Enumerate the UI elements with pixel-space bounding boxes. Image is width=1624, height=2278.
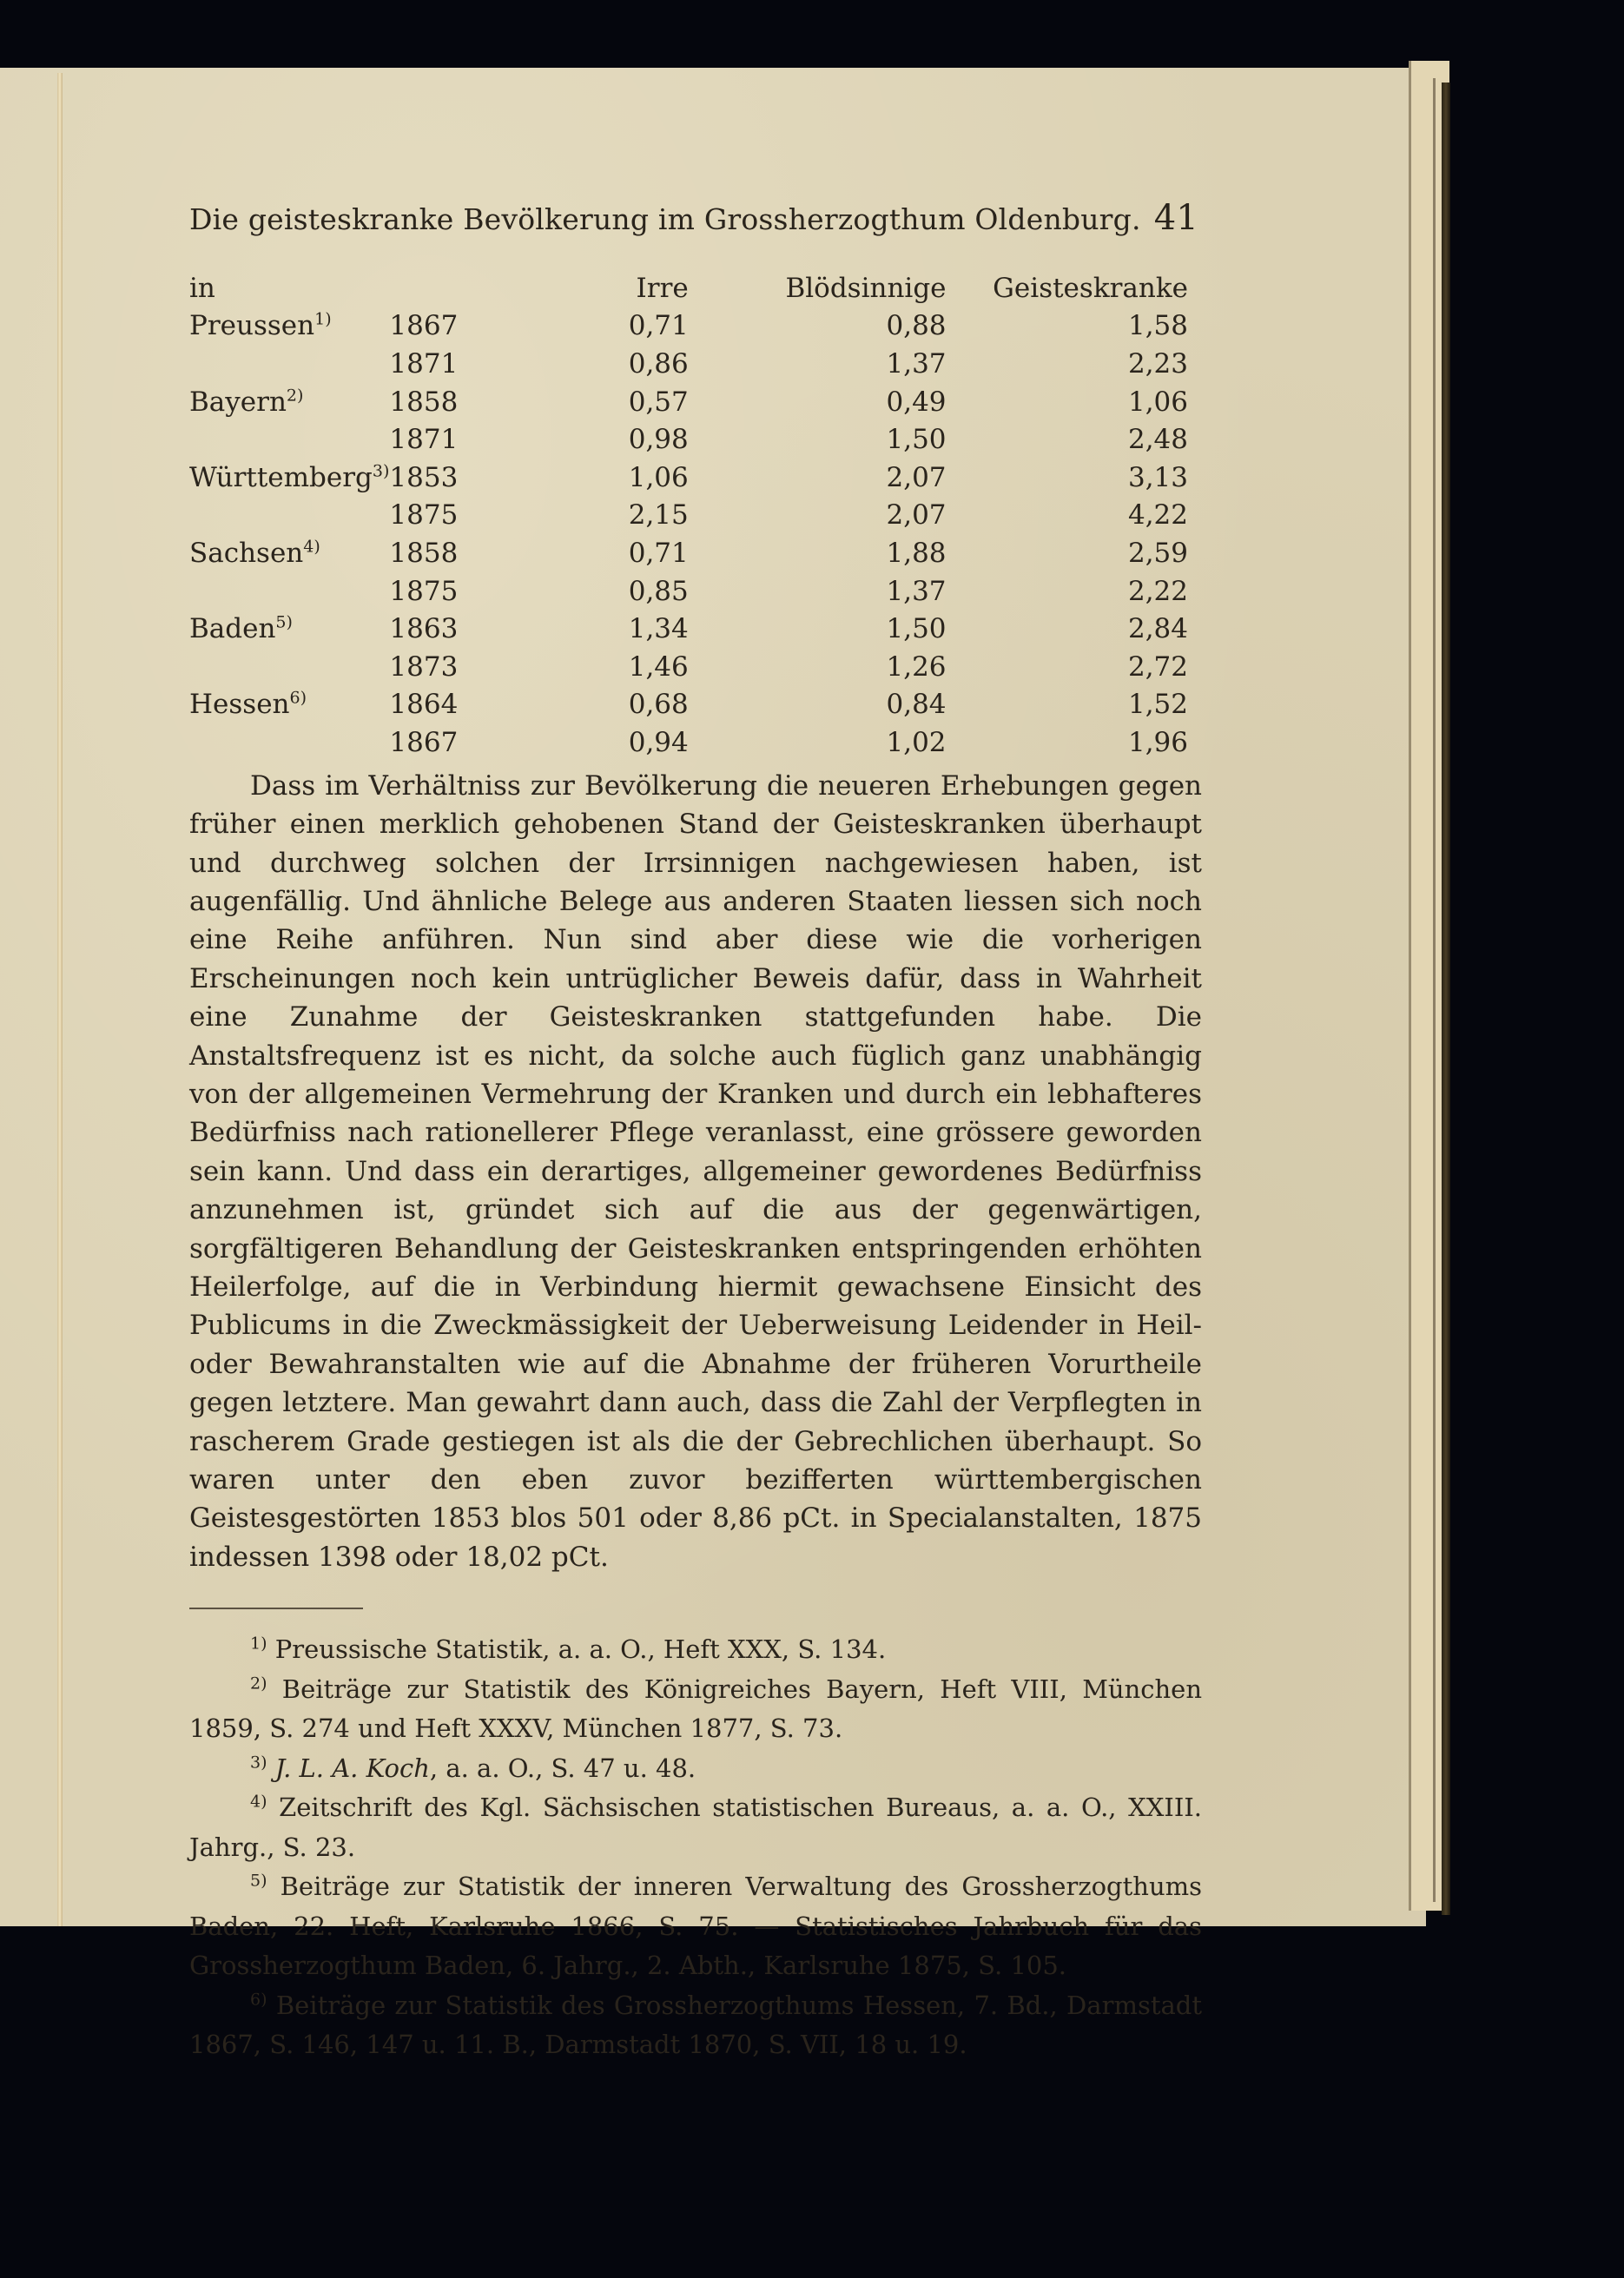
table-row — [189, 420, 1188, 459]
cell-geisteskranke-text: 2,22 — [1127, 575, 1188, 607]
cell-year-text: 1867 — [389, 310, 459, 342]
cell-year — [389, 459, 509, 497]
table-row — [189, 534, 1188, 572]
cell-irre — [510, 610, 689, 648]
cell-country — [189, 534, 389, 572]
cell-irre-text: 1,34 — [628, 613, 689, 645]
cell-year-text: 1853 — [389, 461, 459, 493]
cell-country — [189, 497, 389, 535]
cell-bloedsinnige-text: 1,26 — [886, 650, 947, 683]
cell-bloedsinnige-text: 0,49 — [886, 386, 947, 418]
cell-geisteskranke — [947, 497, 1188, 535]
cell-irre-text: 0,85 — [628, 575, 689, 607]
cell-geisteskranke — [947, 345, 1188, 383]
cell-irre-text: 0,94 — [628, 726, 689, 758]
header-geisteskranke: Geisteskranke — [993, 272, 1188, 304]
cell-bloedsinnige — [689, 648, 947, 686]
cell-year — [389, 610, 509, 648]
cell-geisteskranke-text: 2,23 — [1127, 347, 1188, 380]
cell-geisteskranke — [947, 307, 1188, 346]
cell-country — [189, 686, 389, 724]
cell-geisteskranke-text: 2,59 — [1127, 537, 1188, 569]
table-row — [189, 383, 1188, 421]
footnote-reference[interactable]: 3) — [372, 461, 390, 481]
cell-bloedsinnige — [689, 610, 947, 648]
cell-year — [389, 383, 509, 421]
cell-country-text: Sachsen — [189, 537, 304, 569]
cell-country-text: Württemberg — [189, 461, 373, 493]
cell-country — [189, 723, 389, 762]
cell-bloedsinnige-text: 0,88 — [886, 310, 947, 342]
paragraph: Dass im Verhältniss zur Bevölkerung die neueren Erhebungen gegen früher einen merklich gehobenen Stand der Geisteskranken überhaupt und durchweg solchen der Irrsinnigen nachgewiesen haben, ist augenfällig. Und ähnliche Belege aus anderen Staaten liessen sich noch eine Reihe anführen. Nun sind aber diese wie die vorherigen Erscheinungen noch kein untrüglicher Beweis dafür, dass in Wahrheit eine Zunahme der Geisteskranken stattgefunden habe. Die Anstaltsfrequenz ist es nicht, da solche auch füglich ganz unabhängig von der allgemeinen Vermehrung der Kranken und durch ein lebhafteres Bedürfniss nach rationellerer Pflege veranlasst, eine grössere geworden sein kann. Und dass ein derartiges, allgemeiner gewordenes Bedürfniss anzunehmen ist, gründet sich auf die aus der gegenwärtigen, sorgfältigeren Behandlung der Geisteskranken entspringenden erhöhten Heilerfolge, auf die in Verbindung hiermit gewachsene Einsicht des Publicums in die Zweckmässigkeit der Ueberweisung Leidender in Heil- oder Bewahranstalten wie auf die Abnahme der früheren Vorurtheile gegen letztere. Man gewahrt dann auch, dass die Zahl der Verpflegten in rascherem Grade gestiegen ist als die der Gebrechlichen überhaupt. So waren unter den eben zuvor bezifferten württembergischen Geistesgestörten 1853 blos 501 oder 8,86 pCt. in Specialanstalten, 1875 indessen 1398 oder 18,02 pCt. — [189, 769, 1202, 1573]
footnote-text: Beiträge zur Statistik der inneren Verwaltung des Grossherzogthums Baden, 22. Heft, Karlsruhe 1866, S. 75. — Statistisches Jahrbuch für das Grossherzogthum Baden, 6. Jahrg., 2. Abth., Karlsruhe 1875, S. 105. — [189, 1872, 1203, 1981]
cell-year — [389, 648, 509, 686]
cell-country-text: Preussen — [189, 310, 315, 342]
cell-country — [189, 420, 389, 459]
cell-irre-text: 0,71 — [628, 537, 689, 569]
table-row — [189, 686, 1188, 724]
footnote-reference[interactable]: 6) — [289, 689, 307, 708]
book-binding — [1442, 83, 1450, 1915]
footnote-separator — [189, 1608, 363, 1609]
page-number: 41 — [1153, 198, 1198, 238]
cell-geisteskranke-text: 1,96 — [1127, 726, 1188, 758]
cell-bloedsinnige-text: 1,37 — [886, 575, 947, 607]
footnote-mark: 5) — [250, 1871, 267, 1891]
cell-year-text: 1864 — [389, 689, 459, 721]
cell-country — [189, 610, 389, 648]
cell-bloedsinnige — [689, 723, 947, 762]
cell-irre-text: 0,71 — [628, 310, 689, 342]
cell-bloedsinnige-text: 0,84 — [886, 689, 947, 721]
footnote-reference[interactable]: 1) — [314, 310, 332, 330]
header-bloedsinnige: Blödsinnige — [785, 272, 947, 304]
cell-geisteskranke — [947, 459, 1188, 497]
cell-irre-text: 0,57 — [628, 386, 689, 418]
cell-year — [389, 686, 509, 724]
cell-country — [189, 307, 389, 346]
cell-country-text: Baden — [189, 613, 276, 645]
cell-bloedsinnige-text: 2,07 — [886, 461, 947, 493]
statistics-table — [189, 269, 1188, 762]
footnote-text: Beiträge zur Statistik des Königreiches Bayern, Heft VIII, München 1859, S. 274 und Heft XXXV, München 1877, S. 73. — [189, 1674, 1203, 1744]
footnote-mark: 1) — [250, 1634, 267, 1654]
table-row — [189, 345, 1188, 383]
footnote — [189, 1630, 1202, 1670]
footnote-text: Beiträge zur Statistik des Grossherzogthums Hessen, 7. Bd., Darmstadt 1867, S. 146, 147 u. 11. B., Darmstadt 1870, S. VII, 18 u. 19. — [189, 1990, 1202, 2060]
cell-bloedsinnige-text: 1,50 — [886, 424, 947, 456]
cell-bloedsinnige-text: 2,07 — [886, 499, 947, 532]
cell-year-text: 1873 — [389, 650, 459, 683]
footnote-reference[interactable]: 5) — [275, 612, 293, 632]
cell-geisteskranke — [947, 420, 1188, 459]
body-text — [189, 767, 1202, 1577]
cell-irre — [510, 723, 689, 762]
cell-year — [389, 534, 509, 572]
table-row — [189, 723, 1188, 762]
cell-year-text: 1867 — [389, 726, 459, 758]
cell-geisteskranke-text: 3,13 — [1127, 461, 1188, 493]
cell-irre-text: 0,86 — [628, 347, 689, 380]
footnote-mark: 4) — [250, 1792, 267, 1812]
table-row — [189, 648, 1188, 686]
cell-irre — [510, 686, 689, 724]
cell-country-text: Hessen — [189, 689, 290, 721]
header-year — [389, 269, 509, 307]
cell-country — [189, 383, 389, 421]
cell-year — [389, 345, 509, 383]
cell-irre-text: 1,46 — [628, 650, 689, 683]
cell-irre — [510, 345, 689, 383]
cell-bloedsinnige — [689, 497, 947, 535]
cell-irre — [510, 497, 689, 535]
cell-geisteskranke-text: 2,48 — [1127, 424, 1188, 456]
cell-irre-text: 2,15 — [628, 499, 689, 532]
cell-irre-text: 0,98 — [628, 424, 689, 456]
cell-bloedsinnige — [689, 534, 947, 572]
cell-country — [189, 459, 389, 497]
page-edge-line — [1433, 78, 1436, 1902]
footnote-mark: 6) — [250, 1990, 267, 2010]
cell-bloedsinnige-text: 1,88 — [886, 537, 947, 569]
cell-geisteskranke — [947, 648, 1188, 686]
footnote-mark: 2) — [250, 1674, 267, 1694]
header-irre: Irre — [636, 272, 689, 304]
cell-geisteskranke-text: 1,52 — [1127, 689, 1188, 721]
cell-year-text: 1871 — [389, 424, 459, 456]
cell-country — [189, 345, 389, 383]
cell-bloedsinnige — [689, 420, 947, 459]
cell-geisteskranke — [947, 610, 1188, 648]
table-row — [189, 610, 1188, 648]
footnote — [189, 1788, 1202, 1867]
cell-irre — [510, 383, 689, 421]
cell-irre — [510, 459, 689, 497]
table-header-row — [189, 269, 1188, 307]
cell-year-text: 1858 — [389, 386, 459, 418]
footnote — [189, 1867, 1202, 1986]
cell-irre — [510, 572, 689, 611]
footnote-mark: 3) — [250, 1753, 267, 1773]
cell-year — [389, 497, 509, 535]
cell-irre — [510, 534, 689, 572]
footnote-author: J. L. A. Koch — [274, 1753, 430, 1783]
cell-bloedsinnige-text: 1,50 — [886, 613, 947, 645]
footnotes — [189, 1630, 1202, 2065]
cell-country — [189, 648, 389, 686]
cell-country-text: Bayern — [189, 386, 287, 418]
table-row — [189, 307, 1188, 346]
cell-year-text: 1863 — [389, 613, 459, 645]
cell-year — [389, 723, 509, 762]
table-row — [189, 497, 1188, 535]
table-row — [189, 459, 1188, 497]
header-in: in — [189, 272, 215, 304]
cell-irre-text: 1,06 — [628, 461, 689, 493]
cell-geisteskranke-text: 1,06 — [1127, 386, 1188, 418]
cell-country — [189, 572, 389, 611]
cell-bloedsinnige — [689, 383, 947, 421]
cell-year — [389, 307, 509, 346]
footnote — [189, 1986, 1202, 2065]
cell-year — [389, 572, 509, 611]
cell-geisteskranke — [947, 723, 1188, 762]
cell-geisteskranke-text: 1,58 — [1127, 310, 1188, 342]
gutter-crease — [57, 73, 63, 1926]
footnote — [189, 1670, 1202, 1749]
cell-year — [389, 420, 509, 459]
footnote — [189, 1749, 1202, 1789]
cell-geisteskranke-text: 2,72 — [1127, 650, 1188, 683]
running-head-title: Die geisteskranke Bevölkerung im Grossherzogthum Oldenburg. — [189, 202, 1141, 236]
cell-bloedsinnige — [689, 572, 947, 611]
cell-irre — [510, 307, 689, 346]
cell-year-text: 1858 — [389, 537, 459, 569]
cell-geisteskranke — [947, 686, 1188, 724]
cell-irre — [510, 648, 689, 686]
cell-bloedsinnige-text: 1,02 — [886, 726, 947, 758]
cell-year-text: 1875 — [389, 575, 459, 607]
cell-year-text: 1871 — [389, 347, 459, 380]
cell-bloedsinnige — [689, 345, 947, 383]
footnote-text: , a. a. O., S. 47 u. 48. — [429, 1753, 696, 1783]
cell-geisteskranke — [947, 383, 1188, 421]
cell-irre — [510, 420, 689, 459]
footnote-text: Preussische Statistik, a. a. O., Heft XXX, S. 134. — [274, 1634, 887, 1665]
cell-bloedsinnige — [689, 459, 947, 497]
cell-bloedsinnige — [689, 686, 947, 724]
cell-geisteskranke — [947, 572, 1188, 611]
footnote-reference[interactable]: 2) — [286, 386, 304, 406]
cell-year-text: 1875 — [389, 499, 459, 532]
cell-geisteskranke-text: 2,84 — [1127, 613, 1188, 645]
running-head — [189, 198, 1202, 250]
cell-geisteskranke-text: 4,22 — [1127, 499, 1188, 532]
cell-bloedsinnige — [689, 307, 947, 346]
footnote-text: Zeitschrift des Kgl. Sächsischen statistischen Bureaus, a. a. O., XXIII. Jahrg., S. 23. — [189, 1793, 1202, 1862]
page-content — [189, 198, 1202, 2065]
cell-geisteskranke — [947, 534, 1188, 572]
footnote-reference[interactable]: 4) — [303, 537, 320, 557]
cell-bloedsinnige-text: 1,37 — [886, 347, 947, 380]
table-row — [189, 572, 1188, 611]
cell-irre-text: 0,68 — [628, 689, 689, 721]
